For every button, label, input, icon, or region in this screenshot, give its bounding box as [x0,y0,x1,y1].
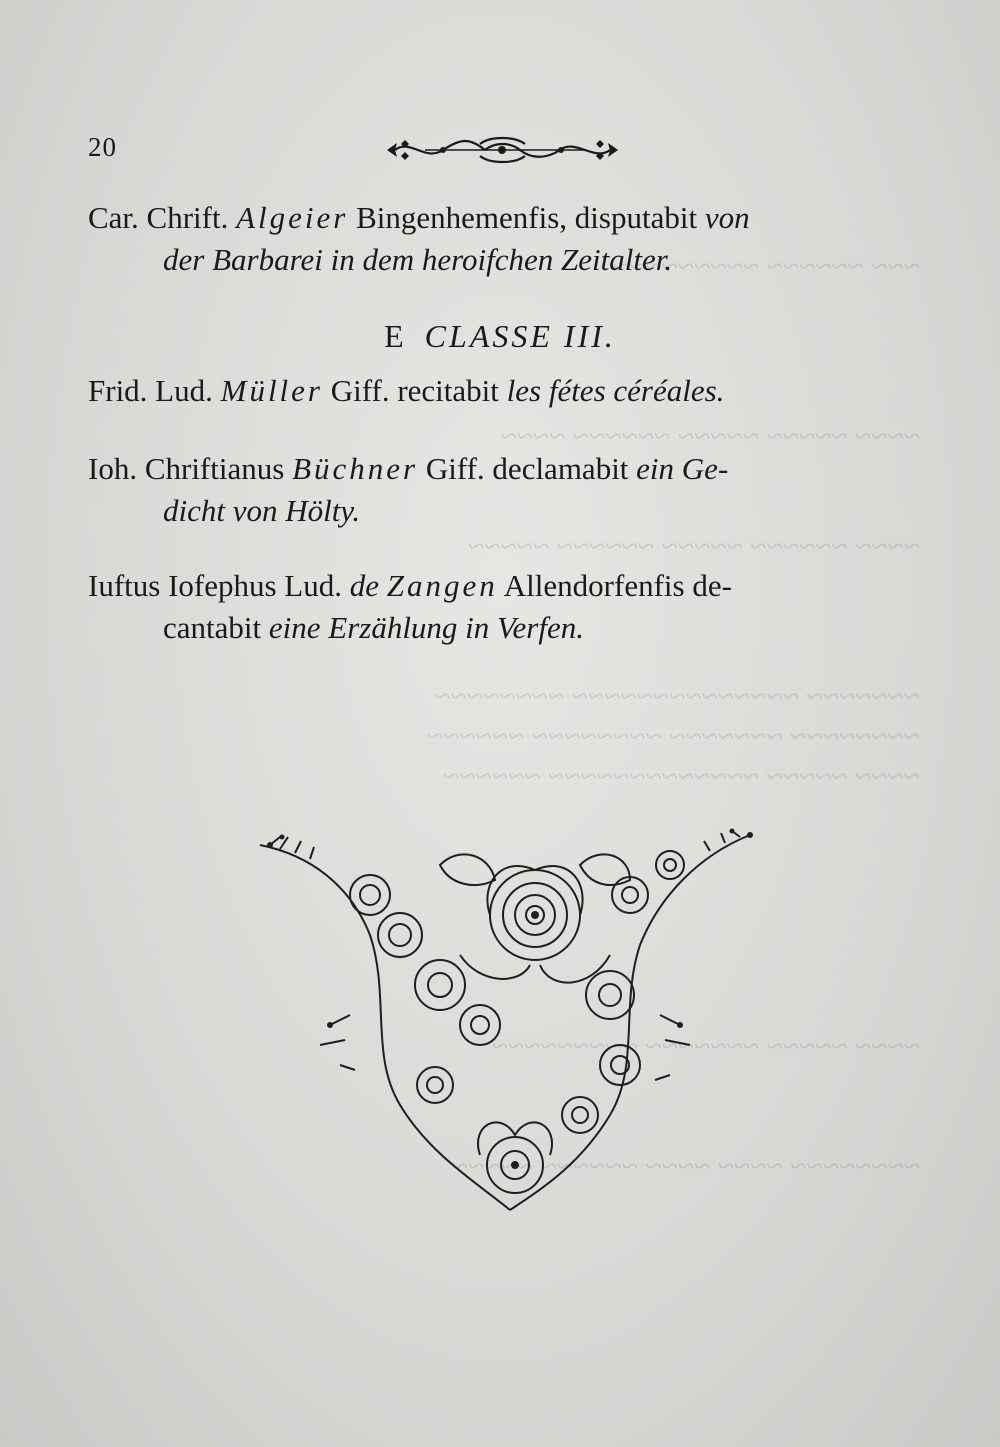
floral-vignette-icon [250,825,760,1225]
entry-work-a: ein Ge- [636,451,729,486]
entry-action: Giff. declamabit [425,451,629,486]
entry-work: les fétes céréales. [506,373,725,408]
entry-name: Müller [220,373,323,408]
entry-buechner [88,448,918,532]
entry-topic-a: von [704,200,750,235]
entry-prefix: Car. Chrift. [88,200,229,235]
section-heading [0,318,1000,355]
entry-line-1 [88,448,918,490]
entry-name: Algeier [236,200,349,235]
entry-mueller [88,370,918,412]
entry-line-1 [88,197,918,239]
entry-prefix: Ioh. Chriftianus [88,451,285,486]
page-number: 20 [88,132,117,162]
entry-name: Zangen [386,568,498,603]
entry-action-b: cantabit [163,610,262,645]
entry-prefix: Frid. Lud. [88,373,213,408]
entry-topic-b: der Barbarei in dem heroifchen Zeitalter. [163,242,673,277]
entry-particle: de [349,568,379,603]
entry-line-1 [88,565,918,607]
heading-prefix: E [384,318,407,354]
heading-title: CLASSE III. [424,318,616,354]
entry-name: Büchner [292,451,419,486]
show-through-texture: ~~~ ~~~~~~ ~~~~~~~~~ ~~~~ ~~~~~ ~~~~~ ~~~~~~ ~~~~ ~~~~ ~~~~~~ ~~~~~ ~~~~~~ ~~~~~ ~~~~~~~ ~~~~~~~~~~~~~~ ~~~~~~~~ ~~~~~~~~ ~~~~~~~ ~~~~~~~~ ~~~~~~ ~~~~ ~~~~~ ~~~~~~~~~~~~~ ~~~~~~ ~~~~ ~~~~~ ~~~~~~~ ~~~~~~~~~ ~~~~~~~~ ~~~~ ~~~~ ~~~~~~ ~~~~~ [426,250,920,1183]
entry-algeier [88,197,918,281]
entry-zangen [88,565,918,649]
scroll-ornament-icon [385,132,620,168]
entry-prefix: Iuftus Iofephus Lud. [88,568,342,603]
entry-action: Giff. recitabit [330,373,499,408]
entry-action-a: Allendorfenfis de- [503,568,732,603]
entry-work-b: eine Erzählung in Verfen. [268,610,584,645]
entry-work-b: dicht von Hölty. [163,493,361,528]
entry-origin: Bingenhemenfis, disputabit [356,200,698,235]
entry-line-2 [88,607,918,649]
